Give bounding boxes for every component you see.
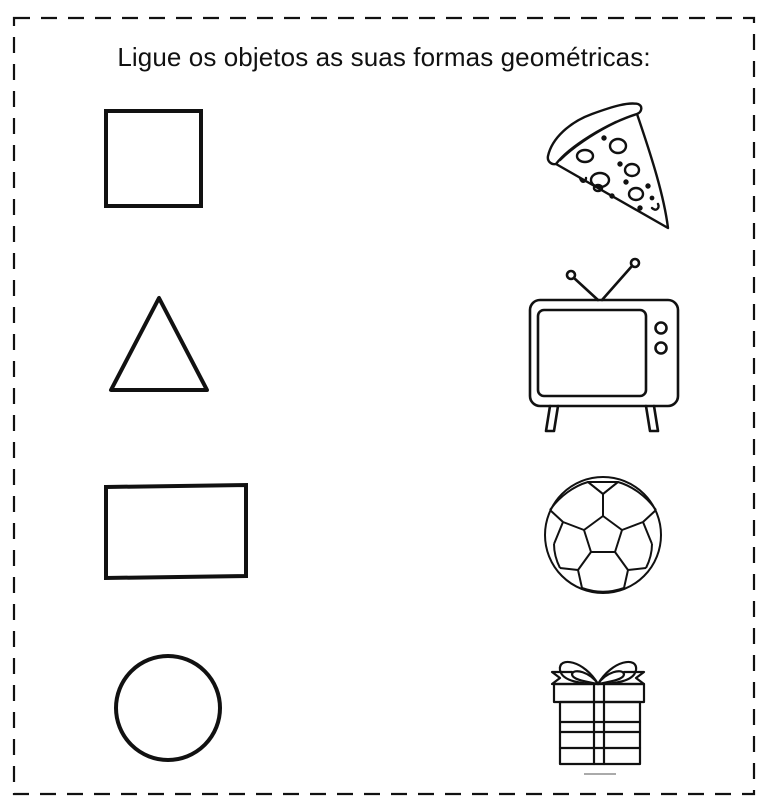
gift-box-icon[interactable] bbox=[534, 650, 666, 778]
soccer-ball-icon[interactable] bbox=[540, 472, 666, 598]
circle-shape[interactable] bbox=[108, 648, 228, 768]
triangle-shape[interactable] bbox=[104, 292, 214, 396]
square-shape[interactable] bbox=[100, 105, 208, 213]
television-icon[interactable] bbox=[524, 256, 684, 436]
rectangle-shape[interactable] bbox=[100, 480, 252, 584]
worksheet-title: Ligue os objetos as suas formas geométricas: bbox=[117, 42, 651, 72]
pizza-slice-icon[interactable] bbox=[540, 98, 676, 236]
